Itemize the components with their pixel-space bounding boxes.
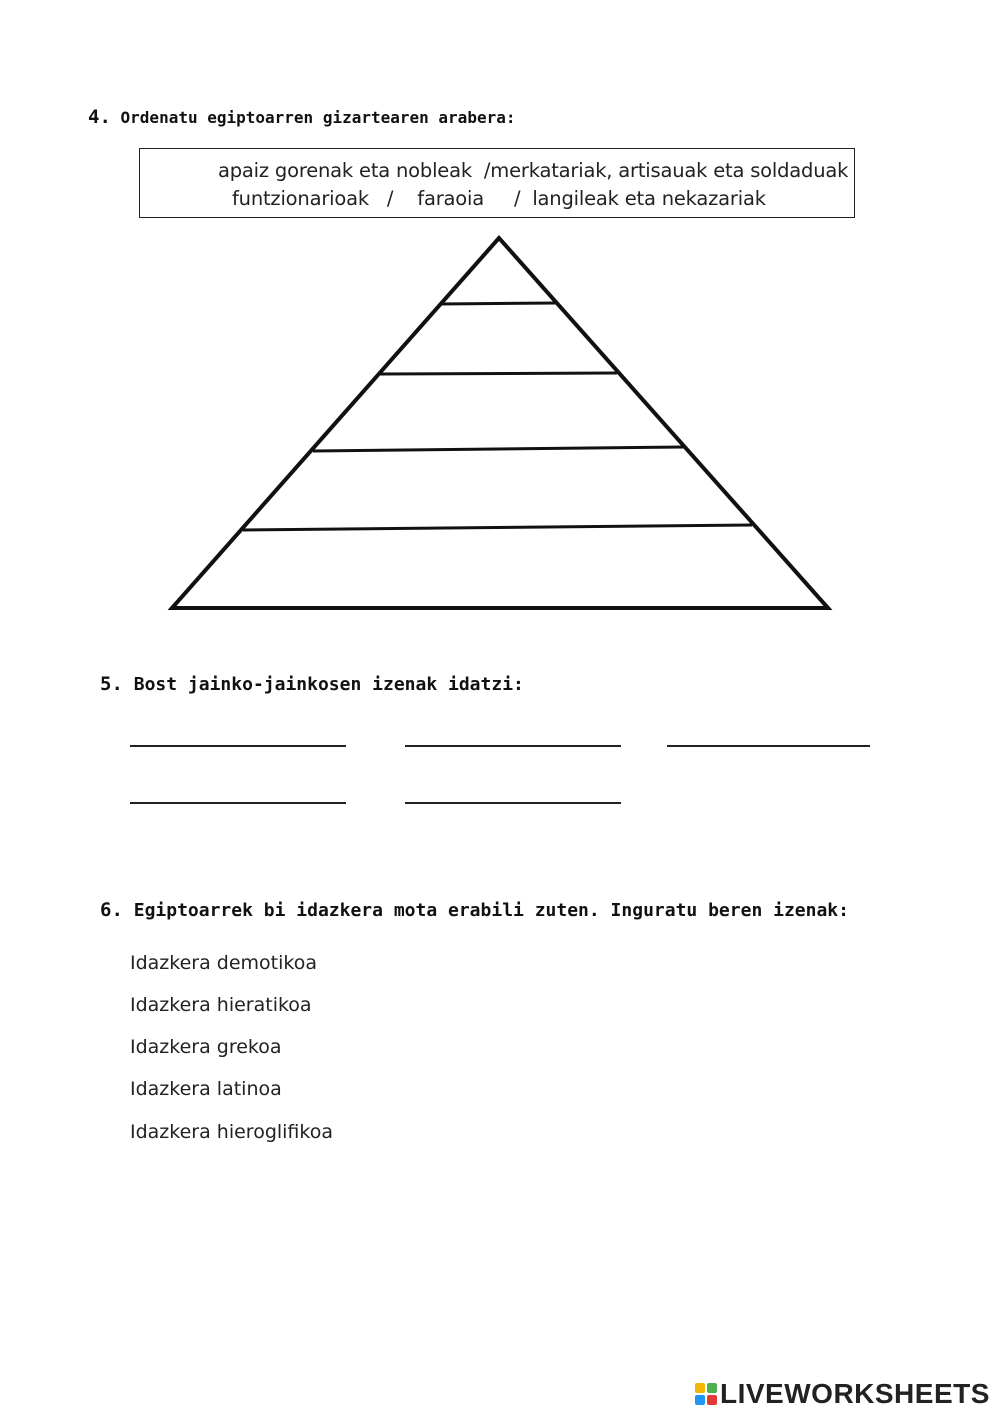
- pyramid-outline: [172, 238, 828, 608]
- question-6-title: [100, 899, 849, 921]
- answer-blank[interactable]: [130, 802, 346, 804]
- answer-blank[interactable]: [130, 745, 346, 747]
- pyramid-level-divider: [243, 525, 752, 530]
- question-text: Bost jainko-jainkosen izenak idatzi:: [133, 674, 524, 695]
- liveworksheets-logo: [695, 1378, 990, 1410]
- question-text: Egiptoarrek bi idazkera mota erabili zuten. Inguratu beren izenak:: [133, 900, 849, 921]
- pyramid-level-divider: [380, 373, 617, 374]
- answer-blank[interactable]: [405, 802, 621, 804]
- writing-option[interactable]: Idazkera grekoa: [130, 1036, 282, 1058]
- social-pyramid: [0, 0, 1000, 640]
- logo-square: [707, 1395, 717, 1405]
- writing-option[interactable]: Idazkera demotikoa: [130, 952, 317, 974]
- writing-option[interactable]: Idazkera hieroglifikoa: [130, 1121, 333, 1143]
- question-number: 4.: [88, 106, 111, 128]
- question-5-title: [100, 673, 524, 695]
- word-bank-line: funtzionarioak / faraoia / langileak eta nekazariak: [232, 187, 766, 210]
- logo-square: [695, 1383, 705, 1393]
- question-number: 6.: [100, 899, 123, 921]
- writing-option[interactable]: Idazkera latinoa: [130, 1078, 282, 1100]
- pyramid-level-divider: [440, 303, 557, 304]
- question-number: 5.: [100, 673, 123, 695]
- question-text: Ordenatu egiptoarren gizartearen arabera:: [120, 108, 516, 127]
- logo-square: [695, 1395, 705, 1405]
- pyramid-level-divider: [313, 447, 684, 451]
- answer-blank[interactable]: [405, 745, 621, 747]
- logo-icon: [695, 1383, 717, 1405]
- answer-blank[interactable]: [667, 745, 870, 747]
- word-bank-line: apaiz gorenak eta nobleak /merkatariak, artisauak eta soldaduak: [218, 159, 849, 182]
- writing-option[interactable]: Idazkera hieratikoa: [130, 994, 312, 1016]
- logo-square: [707, 1383, 717, 1393]
- logo-text: LIVEWORKSHEETS: [720, 1378, 990, 1409]
